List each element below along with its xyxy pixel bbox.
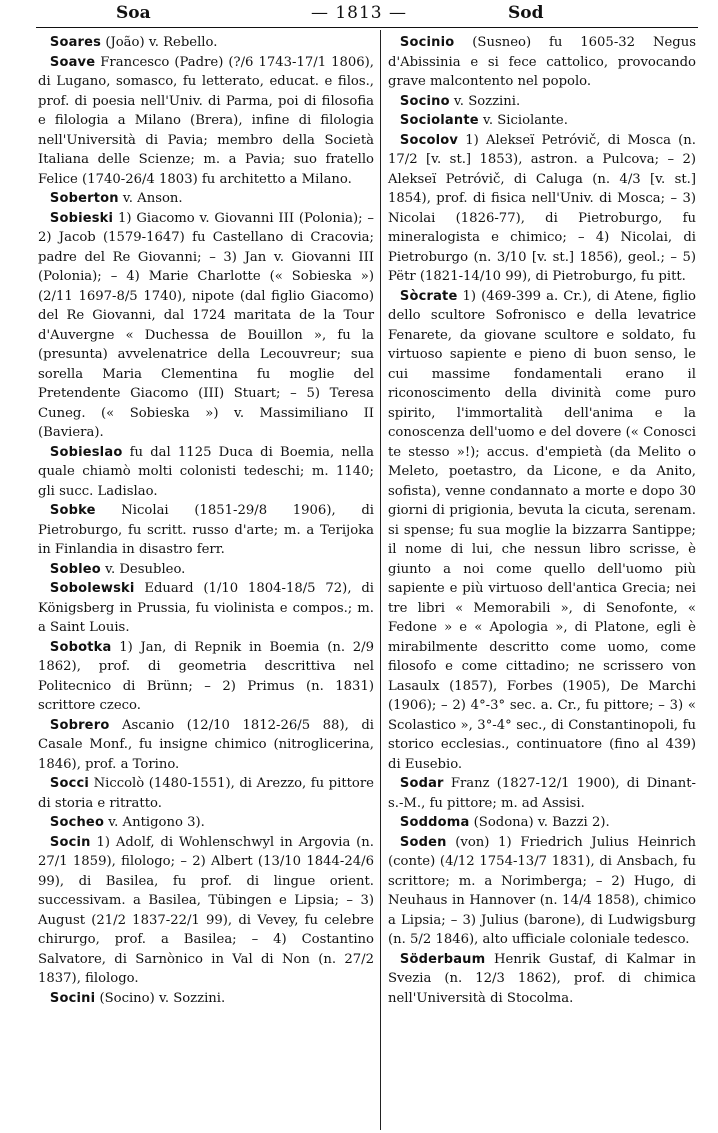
dictionary-entry (38, 774, 374, 813)
dictionary-entry (38, 638, 374, 716)
entry-headword: Sobieski (49, 210, 114, 226)
dictionary-entry (388, 813, 696, 833)
entry-text: 1) Giacomo v. Giovanni III (Polonia); – 2) Jacob (1579-1647) fu Castellano di Cracovia; padre del Re Giovanni; – 3) Jan v. Giovanni III (Polonia); – 4) Marie Charlotte (« Sobieska ») (2/11 1697-8/5 1740), nipote (dal figlio Giacomo) del Re Giovanni, dal 1724 maritata de la Tour d'Auvergne « Duchessa de Bouillon », fu la (presunta) avvelenatrice della Lecouvreur; sua sorella Maria Clementina fu moglie del Pretendente Giacomo (III) Stuart; – 5) Teresa Cuneg. (« Sobieska ») v. Massimiliano II (Baviera). (38, 210, 374, 440)
dictionary-entry (388, 33, 696, 92)
entry-text: Eduard (1/10 1804-18/5 72), di Königsberg in Prussia, fu violinista e compos.; m. a Saint Louis. (38, 581, 374, 635)
entry-text: 1) Alekseï Petróvič, di Mosca (n. 17/2 [v. st.] 1853), astron. a Pulcova; – 2) Alekseï Petróvič, di Caluga (n. 4/3 [v. st.] 1854), prof. di fisica nell'Univ. di Mosca; – 3) Nicolai (1826-77), di Pietroburgo, fu mineralogista e chimico; – 4) Nicolai, di Pietroburgo (n. 3/10 [v. st.] 1856), geol.; – 5) Pëtr (1821-14/10 99), di Pietroburgo, fu pitt. (388, 132, 696, 284)
entry-headword: Sodar (399, 776, 444, 791)
entry-headword: Sociolante (399, 113, 479, 128)
entry-text: 1) Jan, di Repnik in Boemia (n. 2/9 1862), prof. di geometria descrittiva nel Politecnico di Brünn; – 2) Primus (n. 1831) scrittore czeco. (38, 639, 374, 713)
header-left-guide-word: Soa (116, 3, 151, 23)
dictionary-entry (388, 131, 696, 287)
entry-text: v. Sozzini. (453, 93, 521, 109)
dictionary-entry (38, 53, 374, 190)
entry-text: Francesco (Padre) (?/6 1743-17/1 1806), di Lugano, somasco, fu letterato, educat. e filos., prof. di poesia nell'Univ. di Parma, poi di filosofia e filologia a Milano (Brera), infine di filologia nell'Università di Pavia; membro della Società Italiana delle Scienze; m. a Pavia; suo fratello Felice (1740-26/4 1803) fu architetto a Milano. (38, 54, 374, 187)
dictionary-entry (38, 189, 374, 209)
dictionary-entry (388, 111, 696, 131)
entry-headword: Sobke (49, 503, 96, 518)
entry-headword: Socinio (399, 35, 455, 50)
dictionary-entry (38, 501, 374, 560)
entry-headword: Soberton (49, 191, 119, 206)
entry-headword: Socini (49, 990, 96, 1006)
entry-headword: Sobleo (49, 561, 101, 577)
dictionary-entry (38, 989, 374, 1009)
dictionary-entry (38, 579, 374, 638)
dictionary-entry (388, 92, 696, 112)
entry-text: Henrik Gustaf, di Kalmar in Svezia (n. 12/3 1862), prof. di chimica nell'Università di Stocolma. (388, 951, 696, 1006)
entry-text: 1) Adolf, di Wohlenschwyl in Argovia (n. 27/1 1859), filologo; – 2) Albert (13/10 1844-24/6 99), di Basilea, fu prof. di lingue orient. successivam. a Basilea, Tübingen e Lipsia; – 3) August (21/2 1837-22/1 99), di Vevey, fu celebre chirurgo, prof. a Basilea; – 4) Costantino Salvatore, di Sarnònico in Val di Non (n. 27/2 1837), filologo. (38, 834, 374, 986)
entry-text: (Sodona) v. Bazzi 2). (473, 815, 610, 830)
column-divider (380, 30, 381, 1130)
entry-headword: Soares (49, 35, 102, 50)
dictionary-entry (388, 287, 696, 775)
entry-text: (Socino) v. Sozzini. (99, 990, 226, 1006)
dictionary-entry (388, 774, 696, 813)
entry-text: 1) (469-399 a. Cr.), di Atene, figlio dello scultore Sofronisco e della levatrice Fenarete, da giovane scultore e soldato, fu virtuoso sapiente e pieno di buon senso, le cui massime fondamentali erano il riconoscimento della divinità come puro spirito, l'immortalità dell'anima e la conoscenza dell'uomo e del dovere (« Conosci te stesso »!); accus. d'empietà (da Melito o Meleto, poetastro, da Licone, e da Anito, sofista), venne condannato a morte e dopo 30 giorni di prigionia, bevuta la cicuta, serenam. si spense; fu sua moglie la bizzarra Santippe; il nome di lui, che nessun libro scrisse, è giunto a noi come quello dell'uomo più sapiente e più virtuoso dell'antica Grecia; nei tre libri « Memorabili », di Senofonte, « Fedone » e « Apologia », di Platone, egli è mirabilmente descritto come uomo, come filosofo e come cittadino; ne scrissero von Lasaulx (1857), Forbes (1905), De Marchi (1906); – 2) 4°-3° sec. a. Cr., fu pittore; – 3) « Scolastico », 3°-4° sec., di Constantinopoli, fu storico ecclesias., continuatore (fino al 439) di Eusebio. (388, 288, 696, 772)
entry-headword: Socino (399, 93, 450, 109)
entry-text: Franz (1827-12/1 1900), di Dinant-s.-M., fu pittore; m. ad Assisi. (388, 776, 696, 811)
entry-text: v. Antigono 3). (108, 815, 205, 830)
header-rule (36, 27, 698, 28)
dictionary-entry (38, 813, 374, 833)
entry-text: (von) 1) Friedrich Julius Heinrich (conte) (4/12 1754-13/7 1831), di Ansbach, fu scrittore; m. a Norimberga; – 2) Hugo, di Neuhaus in Hannover (n. 14/4 1858), chimico a Lipsia; – 3) Julius (barone), di Ludwigsburg (n. 5/2 1846), alto ufficiale coloniale tedesco. (388, 834, 697, 947)
entry-headword: Sobrero (49, 717, 110, 733)
left-column (38, 33, 374, 1008)
dictionary-entry (38, 209, 374, 443)
entry-text: Nicolai (1851-29/8 1906), di Pietroburgo, fu scritt. russo d'arte; m. a Terijoka in Finlandia in disastro ferr. (38, 503, 374, 557)
right-column (388, 33, 696, 1008)
page-number: — 1813 — (310, 3, 408, 23)
header-right-guide-word: Sod (508, 3, 544, 23)
entry-headword: Soave (49, 54, 96, 70)
entry-text: Ascanio (12/10 1812-26/5 88), di Casale Monf., fu insigne chimico (nitroglicerina, 1846), prof. a Torino. (38, 717, 374, 772)
entry-text: v. Siciolante. (482, 113, 568, 128)
dictionary-entry (38, 833, 374, 989)
entry-headword: Socolov (399, 132, 459, 148)
entry-headword: Socin (49, 834, 91, 850)
entry-text: Niccolò (1480-1551), di Arezzo, fu pittore di storia e ritratto. (38, 776, 374, 811)
entry-text: fu dal 1125 Duca di Boemia, nella quale chiamò molti colonisti tedeschi; m. 1140; gli succ. Ladislao. (38, 444, 374, 499)
dictionary-entry (38, 33, 374, 53)
dictionary-entry (38, 716, 374, 775)
dictionary-entry (388, 950, 696, 1009)
dictionary-entry (388, 833, 696, 950)
entry-headword: Söderbaum (399, 951, 486, 967)
entry-headword: Sobolewski (49, 581, 135, 596)
entry-text: (Susneo) fu 1605-32 Negus d'Abissinia e si fece cattolico, provocando grave malcontento nel popolo. (388, 35, 696, 89)
entry-headword: Soden (399, 834, 447, 850)
dictionary-entry (38, 443, 374, 502)
entry-text: (João) v. Rebello. (105, 35, 218, 50)
dictionary-entry (38, 560, 374, 580)
entry-headword: Soddoma (399, 815, 470, 830)
entry-text: v. Desubleo. (105, 561, 186, 577)
entry-headword: Sòcrate (399, 288, 458, 304)
entry-headword: Sobieslao (49, 444, 123, 460)
page-header (0, 0, 718, 28)
entry-headword: Socheo (49, 815, 105, 830)
entry-text: v. Anson. (122, 191, 183, 206)
entry-headword: Socci (49, 776, 90, 791)
entry-headword: Sobotka (49, 639, 112, 655)
